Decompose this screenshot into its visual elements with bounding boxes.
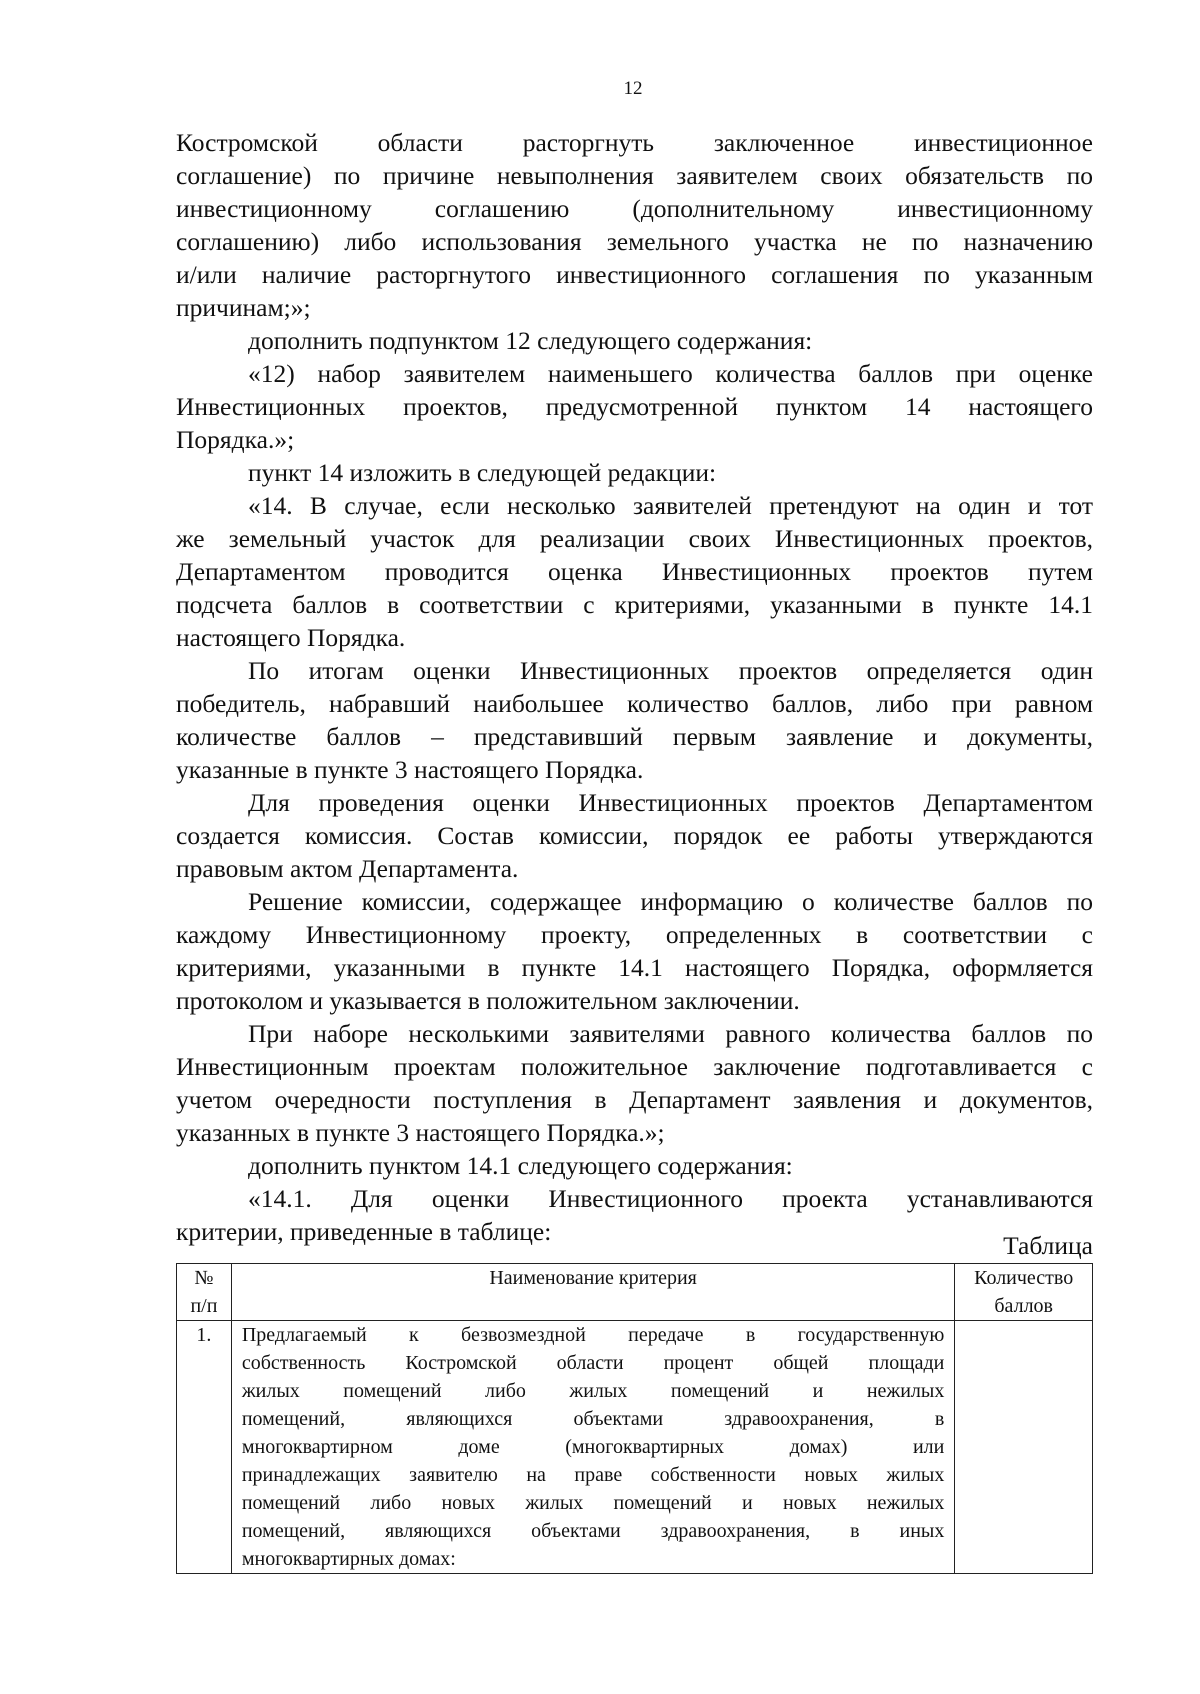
points-cell	[955, 1321, 1093, 1574]
text-line: При наборе несколькими заявителями равного количества баллов по	[248, 1019, 1093, 1048]
column-header-number	[177, 1264, 232, 1321]
text-line: помещений либо новых жилых помещений и новых нежилых	[241, 1492, 945, 1514]
text-line: «14. В случае, если несколько заявителей претендуют на один и тот	[248, 491, 1093, 520]
text-line: соглашению) либо использования земельного участка не по назначению	[176, 227, 1093, 256]
text-line: причинам;»;	[176, 293, 311, 322]
header-text: Количество	[974, 1267, 1074, 1289]
column-header-criterion: Наименование критерия	[231, 1264, 955, 1321]
text-line: учетом очередности поступления в Департамент заявления и документов,	[176, 1085, 1093, 1114]
text-line: Департаментом проводится оценка Инвестиционных проектов путем	[176, 557, 1093, 586]
text-line: многоквартирных домах:	[241, 1548, 456, 1570]
text-line: настоящего Порядка.	[176, 623, 406, 652]
column-header-points	[955, 1264, 1093, 1321]
text-line: же земельный участок для реализации своих Инвестиционных проектов,	[176, 524, 1093, 553]
text-line: указанные в пункте 3 настоящего Порядка.	[176, 755, 644, 784]
text-line: и/или наличие расторгнутого инвестиционного соглашения по указанным	[176, 260, 1093, 289]
text-line: правовым актом Департамента.	[176, 854, 519, 883]
body-text	[176, 126, 1093, 1248]
text-line: пункт 14 изложить в следующей редакции:	[248, 458, 717, 487]
text-line: собственность Костромской области процент общей площади	[241, 1352, 945, 1374]
header-text: п/п	[190, 1295, 218, 1317]
text-line: помещений, являющихся объектами здравоохранения, в	[241, 1408, 945, 1430]
text-line: соглашение) по причине невыполнения заявителем своих обязательств по	[176, 161, 1093, 190]
row-number: 1.	[177, 1321, 232, 1574]
text-line: инвестиционному соглашению (дополнительному инвестиционному	[176, 194, 1093, 223]
text-line: протоколом и указывается в положительном заключении.	[176, 986, 800, 1015]
text-line: помещений, являющихся объектами здравоохранения, в иных	[241, 1520, 945, 1542]
header-text: баллов	[994, 1295, 1053, 1317]
table-caption: Таблица	[1003, 1231, 1093, 1260]
text-line: Инвестиционным проектам положительное заключение подготавливается с	[176, 1052, 1093, 1081]
text-line: принадлежащих заявителю на праве собственности новых жилых	[241, 1464, 945, 1486]
text-line: «12) набор заявителем наименьшего количества баллов при оценке	[248, 359, 1093, 388]
criterion-text	[231, 1321, 955, 1574]
text-line: каждому Инвестиционному проекту, определенных в соответствии с	[176, 920, 1093, 949]
text-line: подсчета баллов в соответствии с критериями, указанными в пункте 14.1	[176, 590, 1093, 619]
text-line: Решение комиссии, содержащее информацию о количестве баллов по	[248, 887, 1093, 916]
text-line: многоквартирном доме (многоквартирных домах) или	[241, 1436, 945, 1458]
text-line: количестве баллов – представивший первым заявление и документы,	[176, 722, 1093, 751]
text-line: критериями, указанными в пункте 14.1 настоящего Порядка, оформляется	[176, 953, 1093, 982]
text-line: Предлагаемый к безвозмездной передаче в государственную	[241, 1324, 945, 1346]
text-line: Инвестиционных проектов, предусмотренной пунктом 14 настоящего	[176, 392, 1093, 421]
text-line: создается комиссия. Состав комиссии, порядок ее работы утверждаются	[176, 821, 1093, 850]
text-line: победитель, набравший наибольшее количество баллов, либо при равном	[176, 689, 1093, 718]
table-header-row	[177, 1264, 1093, 1321]
text-line: Для проведения оценки Инвестиционных проектов Департаментом	[248, 788, 1093, 817]
text-line: жилых помещений либо жилых помещений и нежилых	[241, 1380, 945, 1402]
header-text: №	[194, 1267, 214, 1289]
table-row	[177, 1321, 1093, 1574]
text-line: дополнить пунктом 14.1 следующего содержания:	[248, 1151, 793, 1180]
text-line: «14.1. Для оценки Инвестиционного проекта устанавливаются	[248, 1184, 1093, 1213]
page-number: 12	[623, 78, 643, 99]
text-line: дополнить подпунктом 12 следующего содержания:	[248, 326, 813, 355]
criteria-table	[176, 1263, 1093, 1574]
text-line: Порядка.»;	[176, 425, 295, 454]
text-line: Костромской области расторгнуть заключенное инвестиционное	[176, 128, 1093, 157]
text-line: По итогам оценки Инвестиционных проектов определяется один	[248, 656, 1093, 685]
text-line: указанных в пункте 3 настоящего Порядка.»;	[176, 1118, 665, 1147]
text-line: критерии, приведенные в таблице:	[176, 1217, 552, 1246]
